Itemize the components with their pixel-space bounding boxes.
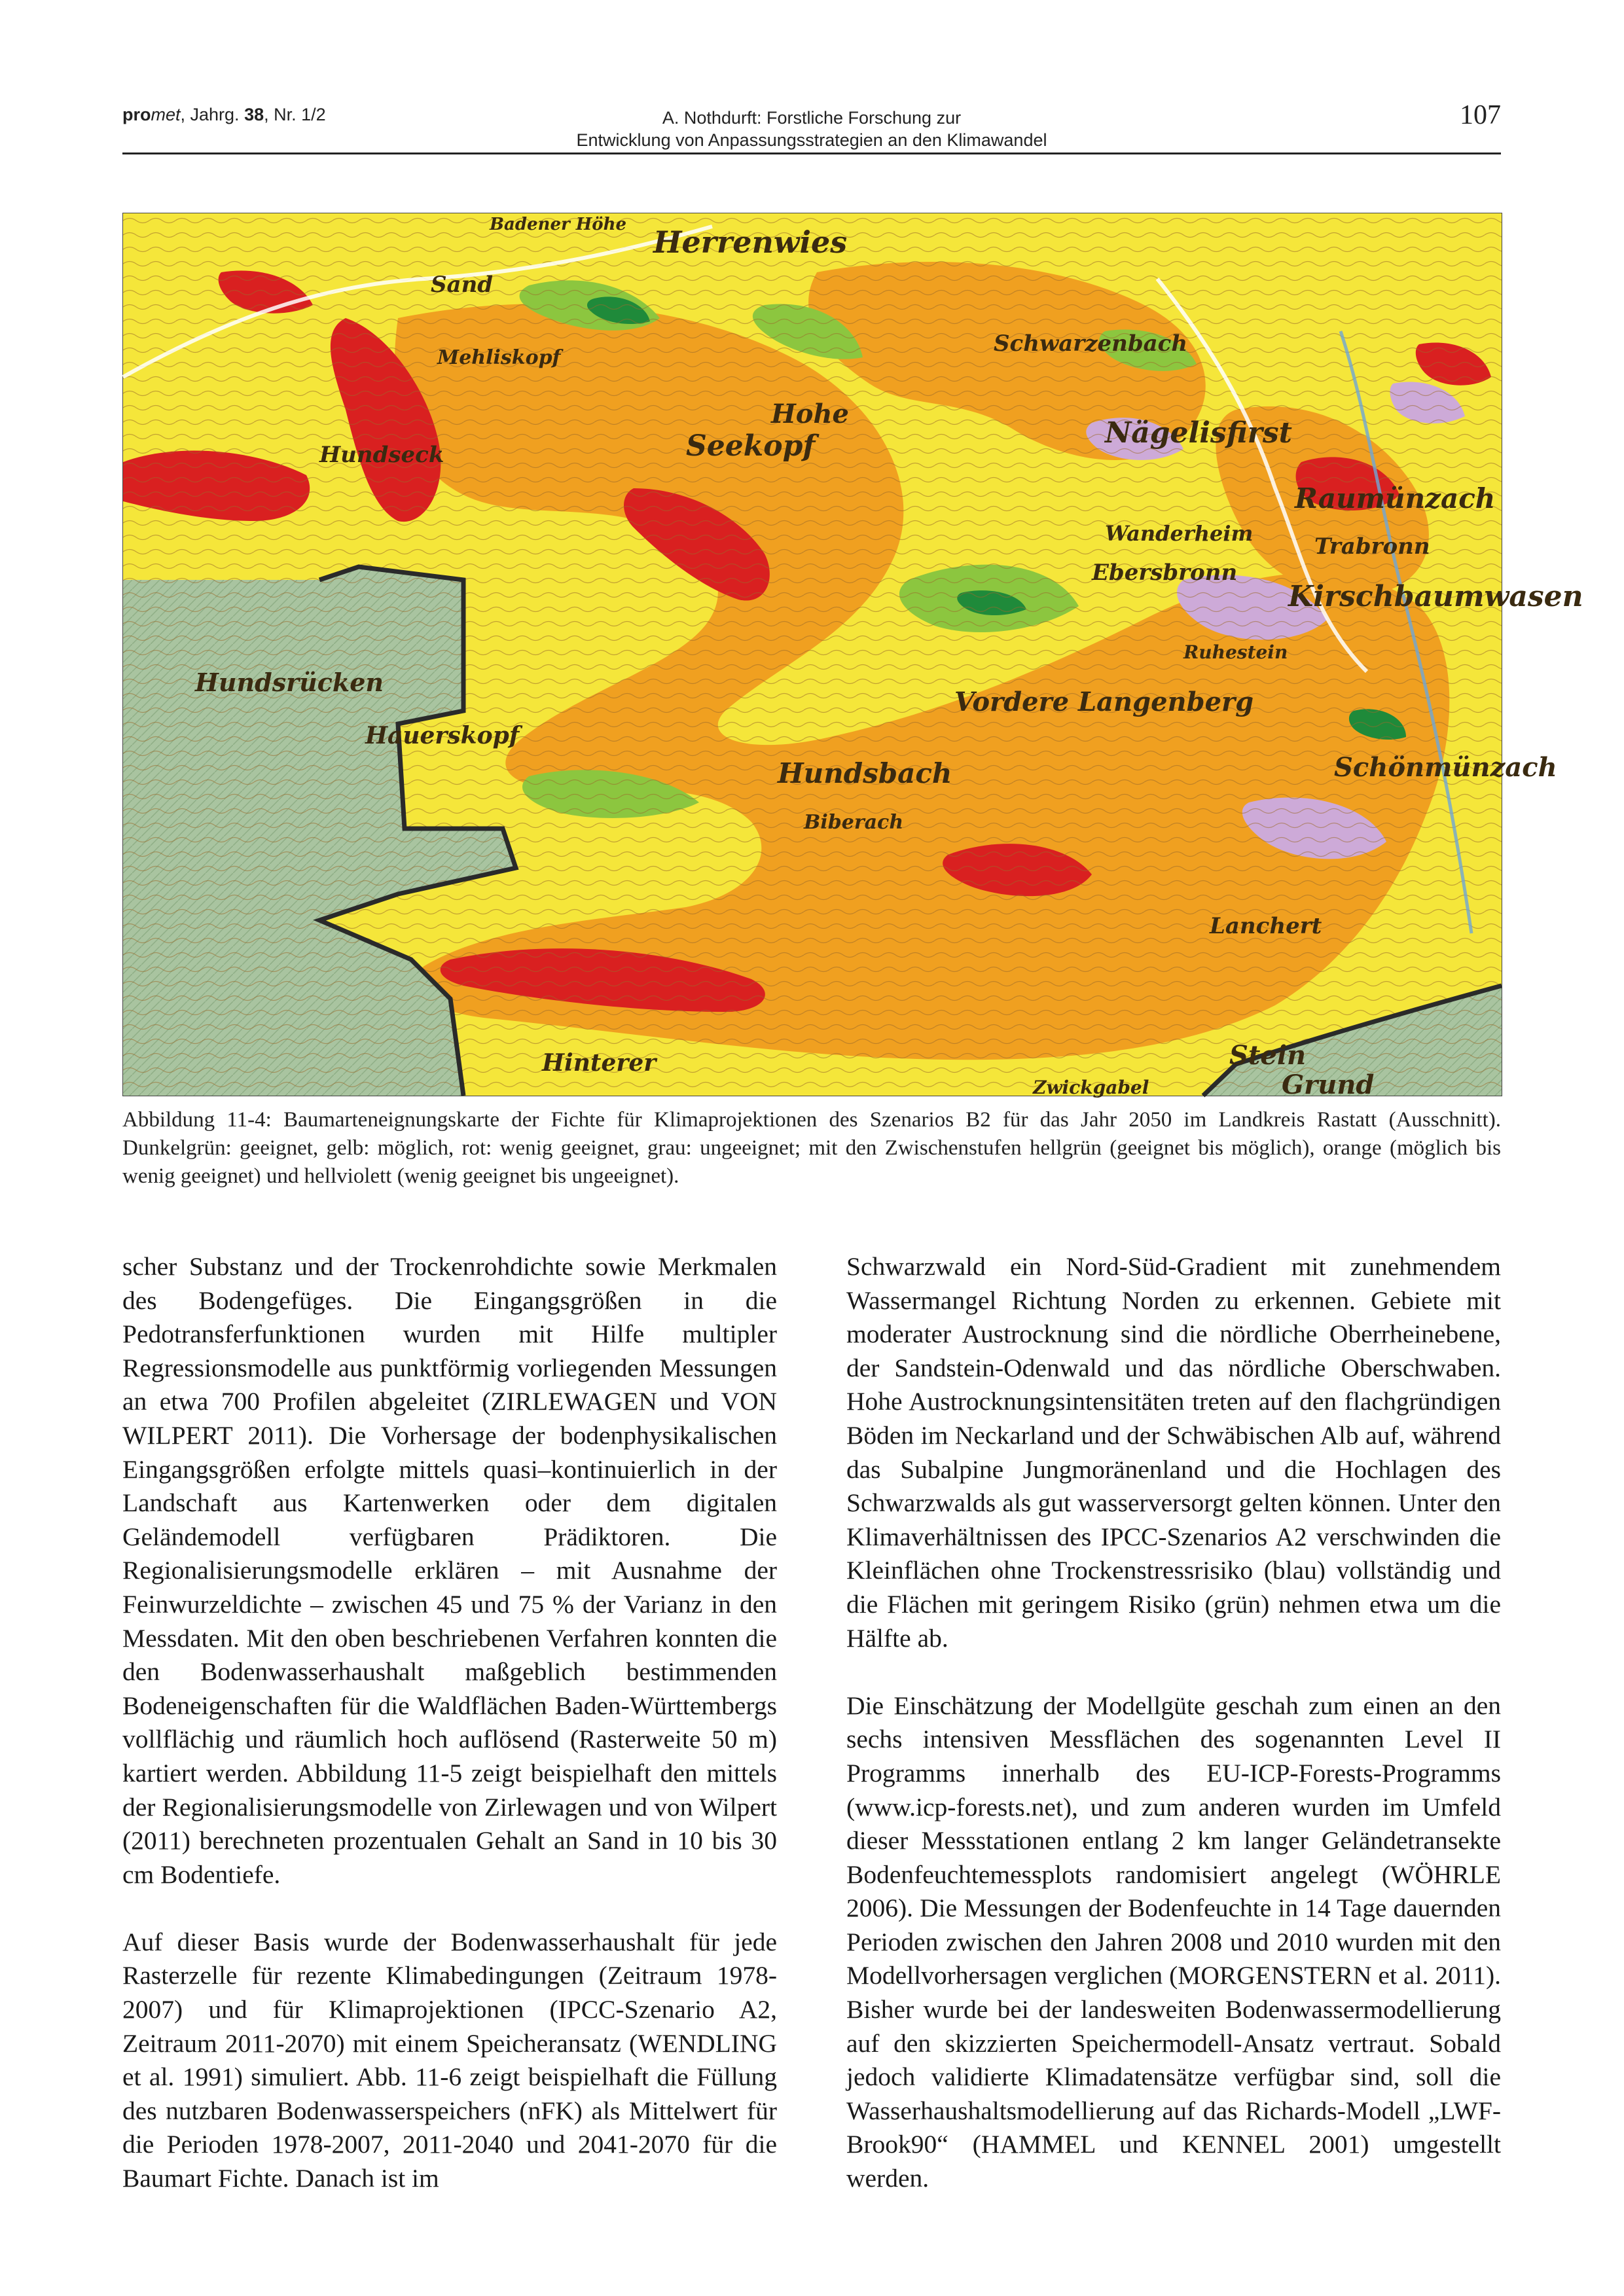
map-label-schwarzenbach: Schwarzenbach bbox=[994, 331, 1188, 357]
species-suitability-map bbox=[122, 213, 1583, 1100]
left-column bbox=[122, 1250, 777, 2196]
running-title-line-2: Entwicklung von Anpassungsstrategien an den Klimawandel bbox=[576, 130, 1047, 150]
map-label-wanderheim: Wanderheim bbox=[1105, 521, 1254, 546]
left-paragraph-1: scher Substanz und der Trockenrohdichte sowie Merkmalen des Bodengefüges. Die Eingangsgrößen in die Pedotransferfunktionen wurden mit Hilfe multipler Regressionsmodelle aus punktförmig vorliegenden Messungen an etwa 700 Profilen abgeleitet (ZIRLEWAGEN und VON WILPERT 2011). Die Vorhersage der bodenphysikalischen Eingangsgrößen erfolgte mittels quasi–kontinuierlich in der Landschaft aus Kartenwerken oder dem digitalen Geländemodell verfügbaren Prädiktoren. Die Regionalisierungsmodelle erklären – mit Ausnahme der Feinwurzeldichte – zwischen 45 und 75 % der Varianz in den Messdaten. Mit den oben beschriebenen Verfahren konnten die den Bodenwasserhaushalt maßgeblich bestimmenden Bodeneigenschaften für die Waldflächen Baden-Württembergs vollflächig und räumlich hoch auflösend (Rasterweite 50 m) kartiert werden. Abbildung 11-5 zeigt beispielhaft den mittels der Regionalisierungsmodelle von Zirlewagen und von Wilpert (2011) berechneten prozentualen Gehalt an Sand in 10 bis 30 cm Bodentiefe. bbox=[122, 1252, 777, 1889]
map-label-herrenwies: Herrenwies bbox=[653, 224, 848, 260]
journal-issue-label: , Nr. bbox=[264, 105, 302, 124]
map-label-badener-höhe: Badener Höhe bbox=[490, 215, 627, 234]
header-divider bbox=[122, 152, 1501, 154]
map-label-lanchert: Lanchert bbox=[1210, 913, 1322, 939]
running-title-line-1: A. Nothdurft: Forstliche Forschung zur bbox=[662, 108, 962, 128]
journal-year-label: , Jahrg. bbox=[180, 105, 245, 124]
map-label-raumünzach: Raumünzach bbox=[1295, 482, 1496, 514]
journal-name-suffix: met bbox=[151, 105, 181, 124]
journal-issue: 1/2 bbox=[301, 105, 326, 124]
map-label-stein: Stein bbox=[1229, 1040, 1307, 1071]
right-paragraph-2: Die Einschätzung der Modellgüte geschah zum einen an den sechs intensiven Messflächen des sogenannten Level II Programms innerhalb des EU-ICP-Forests-Programms (www.icp-forests.net), und zum anderen wurden im Umfeld dieser Messstationen entlang 2 km langer Geländetransekte Bodenfeuchtemessplots randomisiert angelegt (WÖHRLE 2006). Die Messungen der Bodenfeuchte in 14 Tage dauernden Perioden zwischen den Jahren 2008 und 2010 wurden mit den Modellvorhersagen verglichen (MORGENSTERN et al. 2011). Bisher wurde bei der landesweiten Bodenwassermodellierung auf den skizzierten Speichermodell-Ansatz vertraut. Sobald jedoch validierte Klimadatensätze verfügbar sind, soll die Wasserhaushaltsmodellierung auf das Richards-Modell „LWF-Brook90“ (HAMMEL und KENNEL 2001) umgestellt werden. bbox=[846, 1691, 1501, 2193]
map-label-hohe: Hohe bbox=[771, 399, 850, 429]
map-label-schönmünzach: Schönmünzach bbox=[1334, 752, 1557, 783]
map-label-ebersbronn: Ebersbronn bbox=[1092, 560, 1238, 586]
map-label-ruhestein: Ruhestein bbox=[1183, 641, 1288, 663]
map-label-biberach: Biberach bbox=[804, 811, 904, 834]
map-label-sand: Sand bbox=[431, 272, 494, 298]
journal-reference bbox=[122, 105, 326, 125]
map-label-trabronn: Trabronn bbox=[1314, 533, 1430, 560]
map-label-grund: Grund bbox=[1282, 1069, 1375, 1100]
map-label-seekopf: Seekopf bbox=[686, 429, 816, 463]
figure-caption: Abbildung 11-4: Baumarteneignungskarte der Fichte für Klimaprojektionen des Szenarios B2 für das Jahr 2050 im Landkreis Rastatt (Ausschnitt). Dunkelgrün: geeignet, gelb: möglich, rot: wenig geeignet, grau: ungeeignet; mit den Zwischenstufen hellgrün (geeignet bis möglich), orange (möglich bis wenig geeignet) und hellviolett (wenig geeignet bis ungeeignet). bbox=[122, 1108, 1501, 1188]
map-label-hundsbach: Hundsbach bbox=[778, 757, 952, 789]
map-label-zwickgabel: Zwickgabel bbox=[1033, 1077, 1149, 1098]
right-column bbox=[846, 1250, 1501, 2196]
running-title bbox=[497, 107, 1126, 151]
contour-overlay bbox=[123, 213, 1502, 1096]
map-label-kirschbaumwasen: Kirschbaumwasen bbox=[1288, 580, 1583, 613]
right-paragraph-1: Schwarzwald ein Nord-Süd-Gradient mit zunehmendem Wassermangel Richtung Norden zu erkennen. Gebiete mit moderater Austrocknung sind die nördliche Oberrheinebene, der Sandstein-Odenwald und das nördliche Oberschwaben. Hohe Austrocknungsintensitäten treten auf den flachgründigen Böden im Neckarland und der Schwäbischen Alb auf, während das Subalpine Jungmoränenland und die Hochlagen des Schwarzwalds als gut wasserversorgt gelten können. Unter den Klimaverhältnissen des IPCC-Szenarios A2 verschwinden die Kleinflächen ohne Trockenstressrisiko (blau) vollständig und die Flächen mit geringem Risiko (grün) nehmen etwa um die Hälfte ab. bbox=[846, 1252, 1501, 1653]
map-label-hinterer: Hinterer bbox=[542, 1049, 657, 1077]
map-label-hundseck: Hundseck bbox=[319, 442, 444, 468]
journal-name-prefix: pro bbox=[122, 105, 151, 124]
page-number: 107 bbox=[1460, 100, 1501, 130]
map-label-nägelisfirst: Nägelisfirst bbox=[1105, 416, 1292, 450]
map-label-mehliskopf: Mehliskopf bbox=[437, 346, 561, 369]
map-label-hundsrücken: Hundsrücken bbox=[195, 668, 384, 697]
map-label-hauerskopf: Hauerskopf bbox=[365, 722, 520, 749]
map-label-vordere-langenberg: Vordere Langenberg bbox=[954, 687, 1254, 717]
left-paragraph-2: Auf dieser Basis wurde der Bodenwasserhaushalt für jede Rasterzelle für rezente Klimabedingungen (Zeitraum 1978-2007) und für Klimaprojektionen (IPCC-Szenario A2, Zeitraum 2011-2070) mit einem Speicheransatz (WENDLING et al. 1991) simuliert. Abb. 11-6 zeigt beispielhaft die Füllung des nutzbaren Bodenwasserspeichers (nFK) als Mittelwert für die Perioden 1978-2007, 2011-2040 und 2041-2070 für die Baumart Fichte. Danach ist im bbox=[122, 1927, 777, 2193]
map-svg bbox=[123, 213, 1583, 1100]
journal-volume: 38 bbox=[244, 105, 264, 124]
